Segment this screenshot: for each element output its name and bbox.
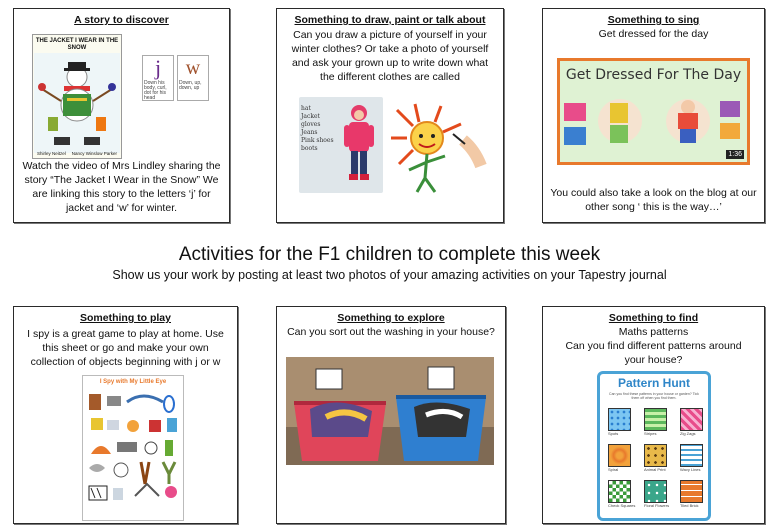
pattern-animal-print xyxy=(644,444,667,467)
explore-card-title: Something to explore xyxy=(337,312,445,324)
i-spy-sheet xyxy=(82,375,184,521)
pattern-spots xyxy=(608,408,631,431)
letter-w-card xyxy=(177,55,209,101)
find-card xyxy=(542,306,765,524)
draw-card-title: Something to draw, paint or talk about xyxy=(294,14,486,26)
explore-text: Can you sort out the washing in your house? xyxy=(287,326,495,338)
pattern-label-stripes: Stripes xyxy=(644,431,657,436)
i-spy-title: I Spy with My Little Eye xyxy=(99,379,167,385)
play-card xyxy=(13,306,238,524)
self-portrait-drawing xyxy=(389,100,487,196)
snowman-illustration xyxy=(34,53,120,153)
child-photo xyxy=(299,97,383,193)
photo-label-hat: hat xyxy=(301,105,311,112)
pattern-check xyxy=(608,480,631,503)
sing-card-title: Something to sing xyxy=(607,14,700,26)
story-card xyxy=(13,8,230,223)
letter-w: w xyxy=(185,57,201,79)
sing-card xyxy=(542,8,765,223)
clothes-illustration xyxy=(560,89,747,159)
draw-card xyxy=(276,8,504,223)
story-card-title: A story to discover xyxy=(74,14,169,26)
find-text: Can you find different patterns around your house? xyxy=(565,340,742,366)
washing-baskets-photo xyxy=(286,357,494,465)
photo-label-gloves: gloves xyxy=(301,121,321,128)
pattern-tiled xyxy=(680,480,703,503)
video-thumbnail[interactable] xyxy=(557,58,750,165)
pattern-label-animal-print: Animal Print xyxy=(644,467,666,472)
letter-j: j xyxy=(154,55,162,80)
pattern-label-floral: Floral Flowers xyxy=(644,503,670,508)
pattern-label-spots: Spots xyxy=(608,431,619,436)
explore-card xyxy=(276,306,506,524)
pattern-floral xyxy=(644,480,667,503)
pattern-label-zigzags: Zig Zags xyxy=(680,431,696,436)
book-cover xyxy=(32,34,122,159)
video-duration: 1:36 xyxy=(728,151,742,158)
letter-w-caption: Down, up, down, up xyxy=(179,80,202,91)
drawing-illustration xyxy=(389,100,487,196)
play-text: I spy is a great game to play at home. Use this sheet or go and make your own collection of objects beginning with j or w xyxy=(27,328,224,368)
video-title: Get Dressed For The Day xyxy=(565,67,742,83)
pattern-hunt-title: Pattern Hunt xyxy=(618,376,690,390)
find-subtitle: Maths patterns xyxy=(618,326,689,338)
sing-blog-text: You could also take a look on the blog at our other song ‘ this is the way…’ xyxy=(550,187,757,213)
book-title: THE JACKET I WEAR IN THE SNOW xyxy=(35,38,119,51)
photo-label-jeans: Jeans xyxy=(301,129,318,136)
pattern-hunt-sheet xyxy=(597,371,711,521)
pattern-wavy-lines xyxy=(680,444,703,467)
photo-label-boots: boots xyxy=(301,145,318,152)
story-text: Watch the video of Mrs Lindley sharing the story “The Jacket I Wear in the Snow” We are linking this story to the letters ‘j’ for jacket and ‘w’ for winter. xyxy=(22,160,221,214)
pattern-label-tiled: Tiled Brick xyxy=(680,503,699,508)
i-spy-objects xyxy=(83,388,183,514)
page-heading: Activities for the F1 children to complete this week xyxy=(178,244,601,265)
child-figure xyxy=(339,101,379,189)
pattern-stripes xyxy=(644,408,667,431)
pattern-label-wavy-lines: Wavy Lines xyxy=(680,467,701,472)
pattern-spiral xyxy=(608,444,631,467)
page-subheading: Show us your work by posting at least two photos of your amazing activities on your Tapestry journal xyxy=(112,268,667,282)
draw-text: Can you draw a picture of yourself in your winter clothes? Or take a photo of yourself and ask your grown up to write down what the different clothes are called xyxy=(291,29,489,83)
find-card-title: Something to find xyxy=(608,312,699,324)
letter-j-card xyxy=(142,55,174,101)
photo-label-jacket: Jacket xyxy=(301,113,320,120)
baskets-illustration xyxy=(286,357,494,465)
photo-label-shoes: Pink shoes xyxy=(301,137,334,144)
pattern-label-spiral: Spiral xyxy=(608,467,619,472)
sing-text: Get dressed for the day xyxy=(598,28,709,40)
pattern-zigzags xyxy=(680,408,703,431)
play-card-title: Something to play xyxy=(79,312,171,324)
pattern-label-check: Check Squares xyxy=(608,503,636,508)
book-author-1: Shirley Neitzel xyxy=(37,151,66,156)
letter-j-caption: Down his body, curl, dot for his head xyxy=(144,80,167,101)
book-author-2: Nancy Winslow Parker xyxy=(71,151,117,156)
pattern-hunt-intro: Can you find these patterns in your house or garden? Tick them off when you find them. xyxy=(609,392,699,400)
